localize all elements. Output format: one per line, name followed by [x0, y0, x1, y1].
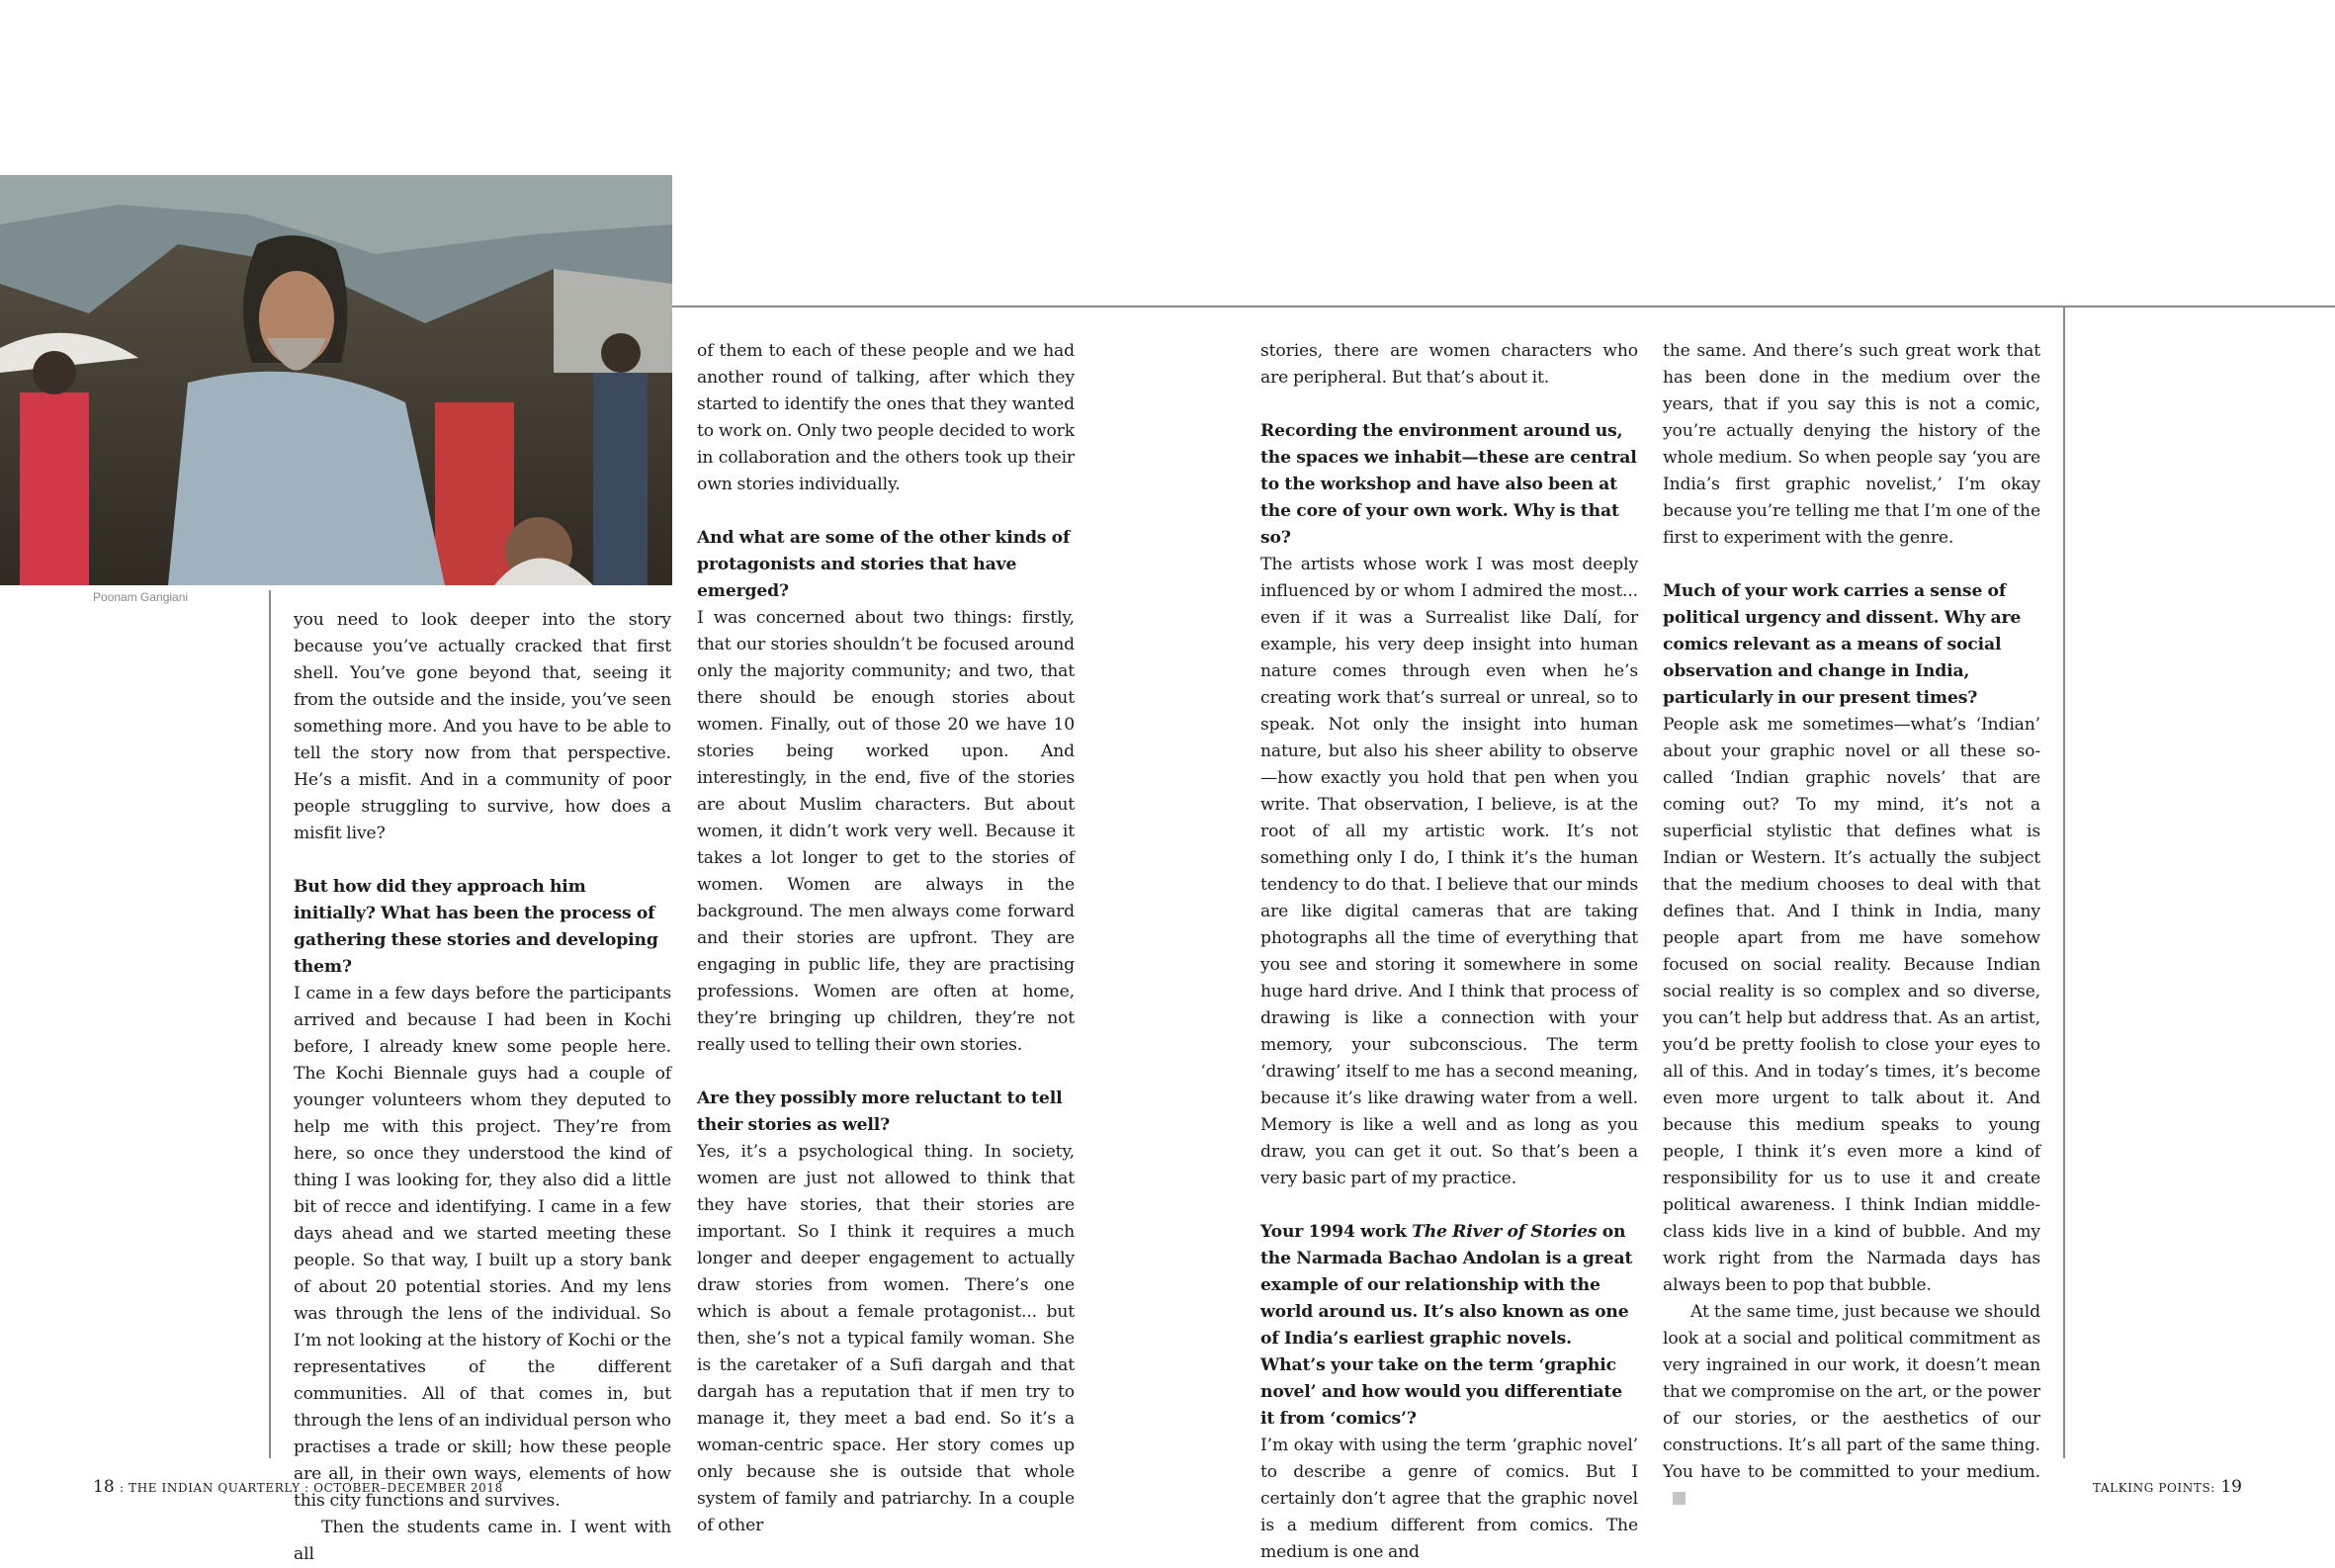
interview-answer: Yes, it’s a psychological thing. In society, women are just not allowed to think that they have stories, that their stories are important. So I think it requires a much longer and deeper engagement to actually draw stories from women. There’s one which is about a female protagonist... but then, she’s not a typical family woman. She is the caretaker of a Sufi dargah and that dargah has a reputation that if men try to manage it, they meet a bad end. So it’s a woman-centric space. Her story comes up only because she is outside that whole system of family and patriarchy. In a couple of other — [697, 1142, 1075, 1535]
interview-answer — [1663, 1299, 2040, 1513]
interview-answer: The artists whose work I was most deeply influenced by or whom I admired the most... even if it was a Surrealist like Dalí, for example, his very deep insight into human nature comes through even when he’s creating work that’s surreal or unreal, so to speak. Not only the insight into human nature, but also his sheer ability to observe—how exactly you hold that pen when you write. That observation, I believe, is at the root of all my artistic work. It’s not something only I do, I think it’s the human tendency to do that. I believe that our minds are like digital cameras that are taking photographs all the time of everything that you see and storing it somewhere in some huge hard drive. And I think that process of drawing is like a connection with your memory, your subconscious. The term ‘drawing’ itself to me has a second meaning, because it’s like drawing water from a well. Memory is like a well and as long as you draw, you can get it out. So that’s been a very basic part of my practice. — [1260, 555, 1638, 1188]
text-column-3 — [1260, 338, 1638, 1566]
interview-question: Much of your work carries a sense of political urgency and dissent. Why are comics relevant as a means of social observation and change in India, particularly in our present times? — [1663, 581, 2022, 708]
right-column-rule — [2063, 305, 2065, 1458]
interview-answer: Then the students came in. I went with all — [294, 1518, 671, 1564]
interview-answer: I was concerned about two things: firstly, that our stories shouldn’t be focused around only the majority community; and two, that there should be enough stories about women. Finally, out of those 20 we have 10 stories being worked upon. And interestingly, in the end, five of the stories are about Muslim characters. But about women, it didn’t work very well. Because it takes a lot longer to get to the stories of women. Women are always in the background. The men always come forward and their stories are upfront. They are engaging in public life, they are practising professions. Women are often at home, they’re bringing up children, they’re not really used to telling their own stories. — [697, 608, 1075, 1055]
question-text: on the Narmada Bachao Andolan is a great example of our relationship with the world around us. It’s also known as one of India’s earliest graphic novels. What’s your take on the term ‘graphic novel’ and how would you differentiate it from ‘comics’? — [1260, 1222, 1633, 1429]
left-folio — [93, 1477, 503, 1497]
header-rule — [672, 305, 2335, 307]
right-page-number: 19 — [2220, 1477, 2242, 1497]
photo-illustration — [0, 175, 672, 585]
interview-answer: you need to look deeper into the story because you’ve actually cracked that first shell. You’ve gone beyond that, seeing it from the outside and the inside, you’ve seen something more. And you have to be able to tell the story now from that perspective. He’s a misfit. And in a community of poor people struggling to survive, how does a misfit live? — [294, 610, 671, 843]
text-column-2 — [697, 338, 1075, 1539]
interview-question: And what are some of the other kinds of protagonists and stories that have emerged? — [697, 528, 1071, 601]
photo-credit: Poonam Gangiani — [93, 590, 189, 604]
article-photo — [0, 175, 672, 585]
question-text: Your 1994 work — [1260, 1222, 1413, 1242]
work-title: The River of Stories — [1412, 1222, 1598, 1242]
right-folio — [2093, 1477, 2242, 1497]
interview-answer: I’m okay with using the term ‘graphic novel’ to describe a genre of comics. But I certainly don’t agree that the graphic novel is a medium different from comics. The medium is one and — [1260, 1436, 1638, 1562]
end-mark-icon — [1673, 1492, 1686, 1505]
text-column-4 — [1663, 338, 2040, 1513]
interview-answer: People ask me sometimes—what’s ‘Indian’ about your graphic novel or all these so-called ‘Indian graphic novels’ that are coming out? To my mind, it’s not a superficial stylistic that defines what is Indian or Western. It’s actually the subject that the medium chooses to deal with that defines that. And I think in India, many people apart from me have somehow focused on social reality. Because Indian social reality is so complex and so diverse, you can’t help but address that. As an artist, you’d be pretty foolish to close your eyes to all of this. And in today’s times, it’s become even more urgent to talk about it. And because this medium speaks to young people, I think it’s even more a kind of responsibility for us to use it and create political awareness. I think Indian middle-class kids live in a kind of bubble. And my work right from the Narmada days has always been to pop that bubble. — [1663, 715, 2040, 1295]
interview-answer: I came in a few days before the participants arrived and because I had been in Kochi before, I already knew some people here. The Kochi Biennale guys had a couple of younger volunteers whom they deputed to help me with this project. They’re from here, so once they understood the kind of thing I was looking for, they also did a little bit of recce and identifying. I came in a few days ahead and we started meeting these people. So that way, I built up a story bank of about 20 potential stories. And my lens was through the lens of the individual. So I’m not looking at the history of Kochi or the representatives of the different communities. All of that comes in, but through the lens of an individual person who practises a trade or skill; how these people are all, in their own ways, elements of how this city functions and survives. — [294, 984, 671, 1511]
interview-answer: stories, there are women characters who are peripheral. But that’s about it. — [1260, 341, 1638, 388]
interview-question: Are they possibly more reluctant to tell their stories as well? — [697, 1089, 1063, 1135]
interview-question: But how did they approach him initially? What has been the process of gathering these stories and developing them? — [294, 877, 658, 977]
section-name: TALKING POINTS: — [2092, 1481, 2215, 1495]
interview-question: Recording the environment around us, the spaces we inhabit—these are central to the workshop and have also been at the core of your own work. Why is that so? — [1260, 421, 1637, 548]
interview-answer: the same. And there’s such great work that has been done in the medium over the years, that if you say this is not a comic, you’re actually denying the history of the whole medium. So when people say ‘you are India’s first graphic novelist,’ I’m okay because you’re telling me that I’m one of the first to experiment with the genre. — [1663, 341, 2040, 548]
interview-question — [1260, 1219, 1638, 1433]
answer-text: At the same time, just because we should look at a social and political commitment as very ingrained in our work, it doesn’t mean that we compromise on the art, or the power of our stories, or the aesthetics of our constructions. It’s all part of the same thing. You have to be committed to your medium. — [1663, 1302, 2040, 1482]
text-column-1 — [294, 607, 671, 1568]
publication-line: : THE INDIAN QUARTERLY : OCTOBER–DECEMBER 2018 — [120, 1481, 503, 1495]
interview-answer: of them to each of these people and we had another round of talking, after which they started to identify the ones that they wanted to work on. Only two people decided to work in collaboration and the others took up their own stories individually. — [697, 341, 1075, 494]
left-column-rule — [269, 590, 271, 1458]
left-page-number: 18 — [93, 1477, 115, 1497]
